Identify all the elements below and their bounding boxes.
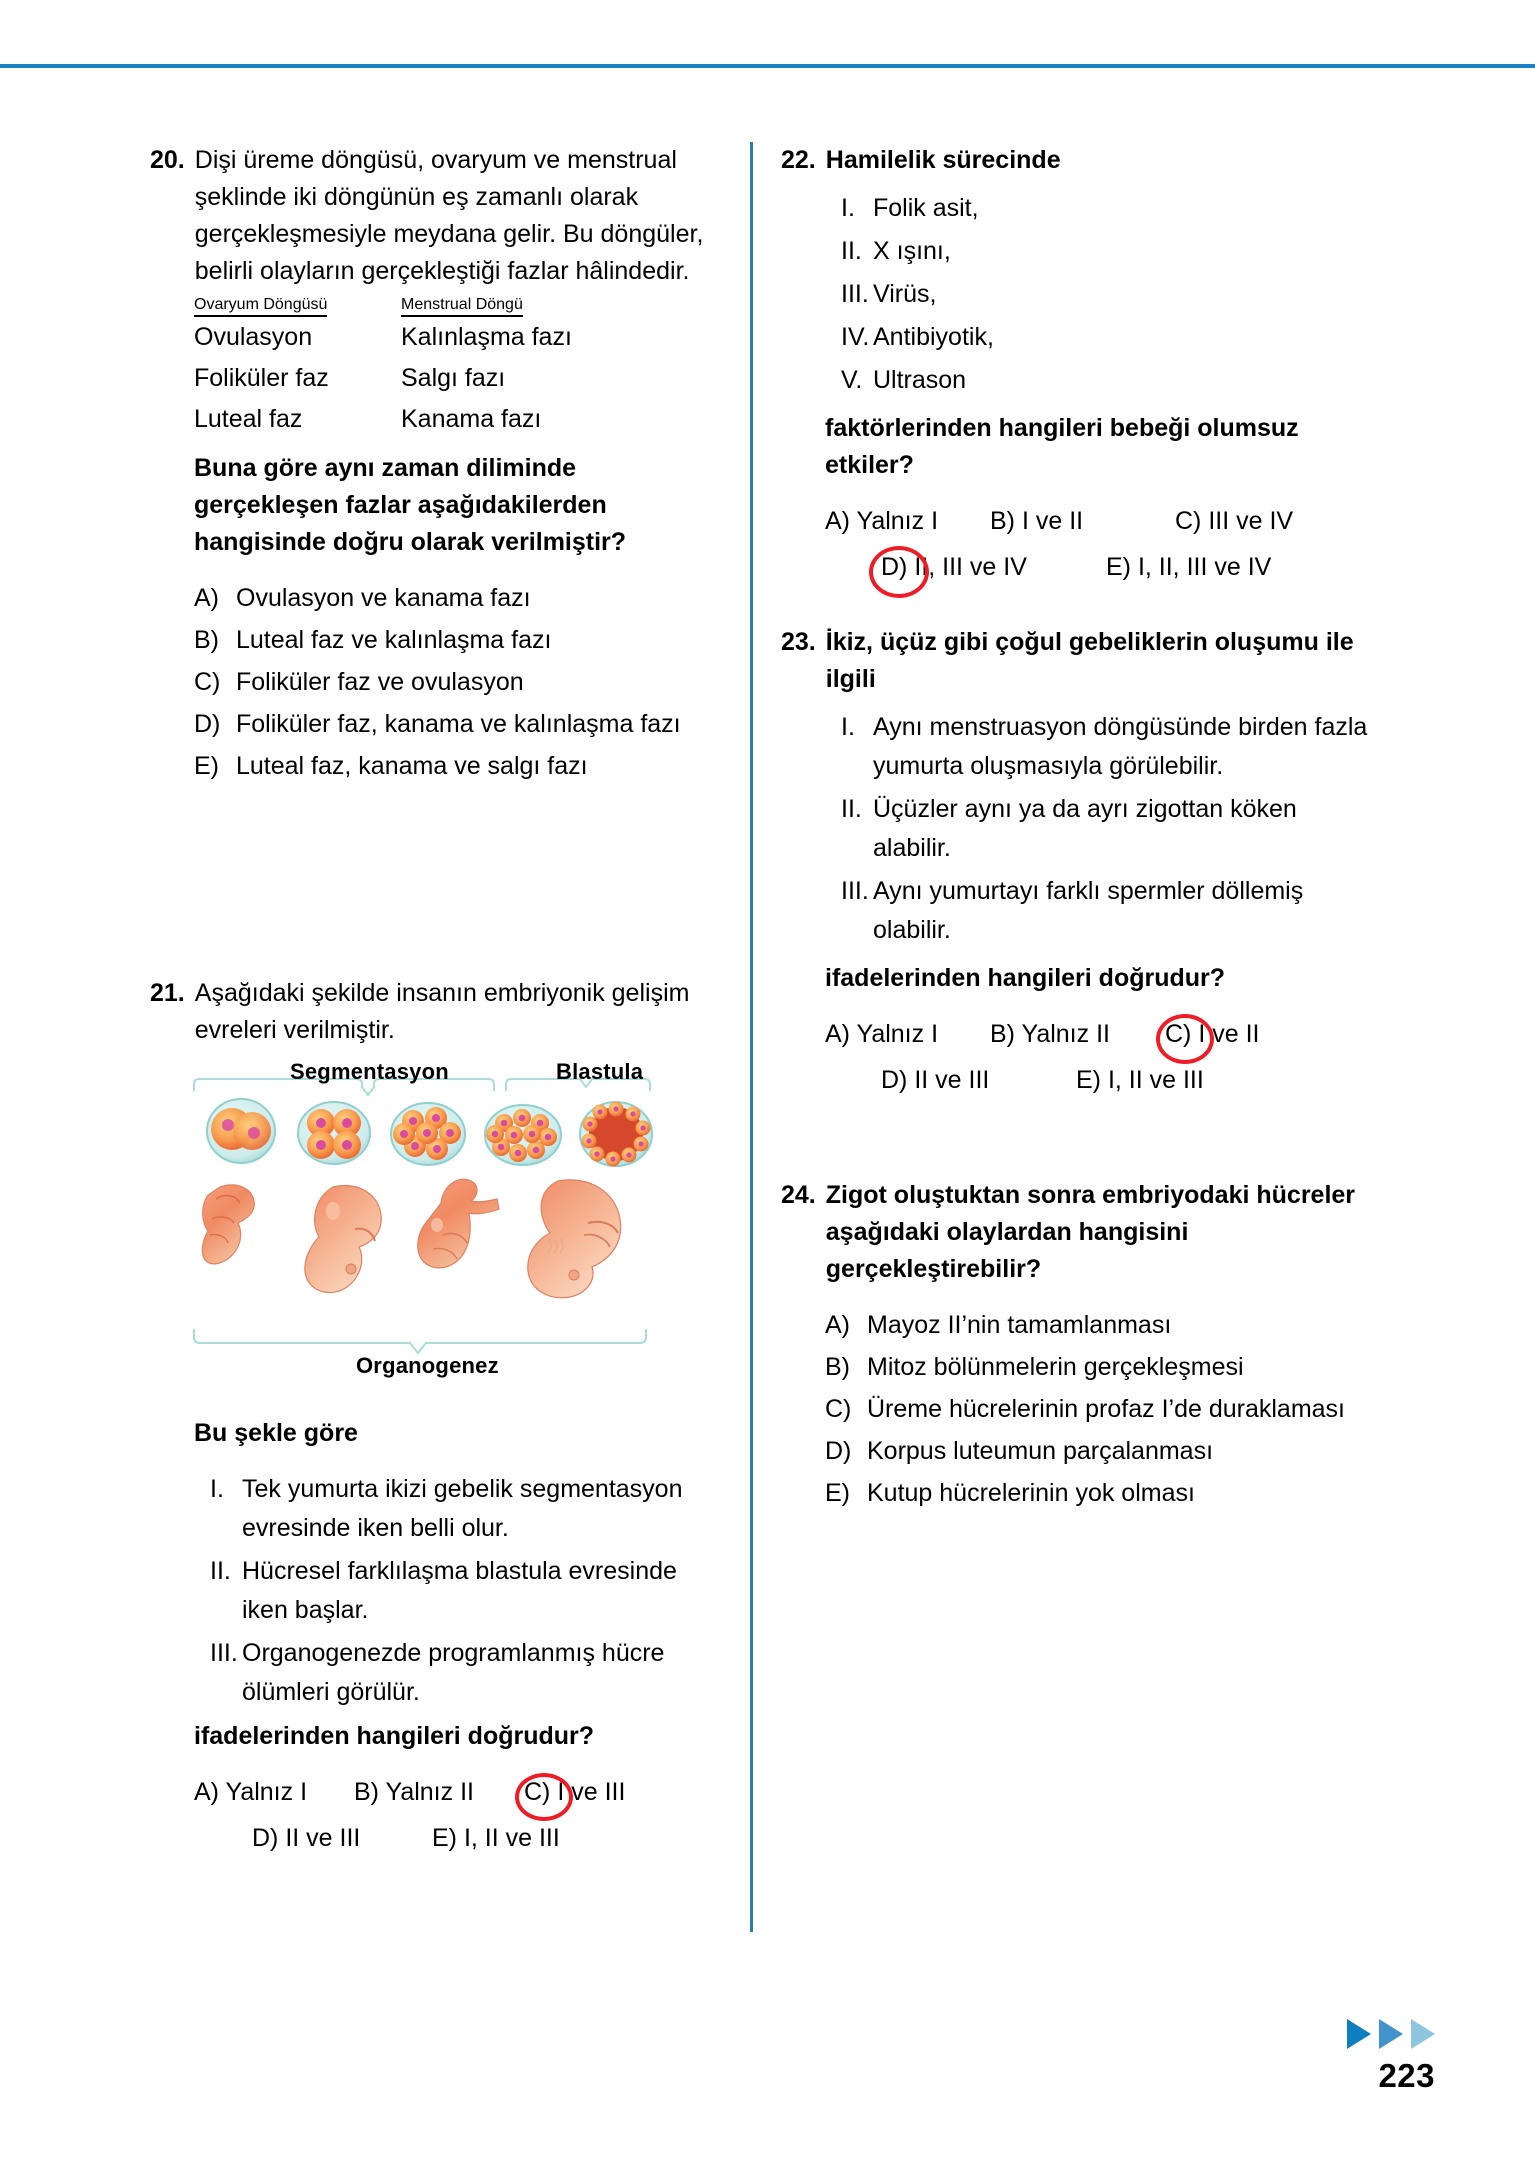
- question-23-prompt: ifadelerinden hangileri doğrudur?: [825, 964, 1226, 992]
- option-row-marked[interactable]: [194, 703, 722, 745]
- header-rule: [0, 64, 1535, 68]
- phase-table-header: [194, 296, 722, 317]
- roman-numeral: I.: [841, 713, 855, 741]
- question-22-body: [781, 189, 1373, 590]
- option-letter: E): [1076, 1066, 1101, 1094]
- roman-item: [825, 361, 1373, 400]
- option-row[interactable]: [825, 1388, 1373, 1430]
- option-e[interactable]: [432, 1815, 560, 1861]
- option-c-marked[interactable]: [1165, 1011, 1259, 1057]
- roman-text: X ışını,: [873, 237, 951, 265]
- option-row[interactable]: [825, 1430, 1373, 1472]
- option-text: Mayoz II’nin tamamlanması: [867, 1311, 1172, 1339]
- option-c[interactable]: [1175, 498, 1293, 544]
- option-letter: D): [881, 1066, 908, 1094]
- question-21-stem: Aşağıdaki şekilde insanın embriyonik gelişim evreleri verilmiştir.: [194, 979, 690, 1044]
- roman-numeral: II.: [841, 795, 862, 823]
- right-column: [753, 142, 1373, 1932]
- roman-text: Tek yumurta ikizi gebelik segmentasyon evresinde iken belli olur.: [242, 1475, 683, 1542]
- roman-item: [825, 275, 1373, 314]
- option-letter: A): [194, 584, 219, 612]
- phase-table-row: [194, 317, 722, 358]
- question-22-head: [781, 142, 1373, 179]
- option-row[interactable]: [825, 1304, 1373, 1346]
- roman-text: Ultrason: [873, 366, 967, 394]
- question-24-stem: Zigot oluştuktan sonra embriyodaki hücreler aşağıdaki olaylardan hangisini gerçekleştirebilir?: [825, 1181, 1356, 1283]
- option-letter: E): [825, 1479, 850, 1507]
- roman-text: Hücresel farklılaşma blastula evresinde iken başlar.: [242, 1557, 677, 1624]
- option-e[interactable]: [1076, 1057, 1204, 1103]
- roman-text: Organogenezde programlanmış hücre ölümleri görülür.: [242, 1639, 665, 1706]
- roman-item: [825, 708, 1373, 786]
- option-letter: D): [825, 1437, 852, 1465]
- roman-text: Antibiyotik,: [873, 323, 994, 351]
- option-text: I, II ve III: [1107, 1066, 1204, 1094]
- figure-label-blastula: Blastula: [556, 1059, 644, 1084]
- option-letter: B): [825, 1353, 850, 1381]
- question-21-roman-list: [194, 1470, 722, 1712]
- option-text: Üreme hücrelerinin profaz I’de duraklaması: [867, 1395, 1345, 1423]
- phase-table-header-cell: [194, 296, 401, 317]
- roman-numeral: II.: [210, 1557, 231, 1585]
- question-21-prompt-intro: Bu şekle göre: [194, 1419, 358, 1447]
- question-23-stem: İkiz, üçüz gibi çoğul gebeliklerin oluşumu ile ilgili: [825, 628, 1354, 693]
- question-21-body: [150, 1415, 722, 1861]
- question-20: [150, 142, 722, 787]
- question-21-head: [150, 975, 722, 1049]
- option-d[interactable]: [881, 1057, 1076, 1103]
- question-23-body: [781, 708, 1373, 1103]
- option-text: II ve III: [285, 1824, 361, 1852]
- option-text: Yalnız II: [385, 1778, 474, 1806]
- question-24-options: [825, 1304, 1373, 1514]
- figure-label-segmentasyon: Segmentasyon: [290, 1059, 449, 1084]
- question-22-options: [825, 498, 1373, 590]
- option-row[interactable]: [194, 619, 722, 661]
- triangle-right-icon: [1411, 2019, 1435, 2049]
- option-b[interactable]: [990, 1011, 1165, 1057]
- option-row: [825, 498, 1373, 544]
- phase-cell: Salgı fazı: [401, 364, 506, 392]
- phase-table-row: [194, 358, 722, 399]
- option-text: Ovulasyon ve kanama fazı: [236, 584, 531, 612]
- roman-numeral: III.: [210, 1639, 238, 1667]
- question-20-number: 20.: [150, 146, 185, 174]
- option-text: I, II, III ve IV: [1137, 553, 1272, 581]
- question-20-stem: Dişi üreme döngüsü, ovaryum ve menstrual şeklinde iki döngünün eş zamanlı olarak gerçekleşmesiyle meydana gelir. Bu döngüler, belirli olayların gerçekleştiği fazlar hâlindedir.: [194, 146, 704, 285]
- page-number: 223: [1378, 2057, 1435, 2094]
- option-letter: B): [194, 626, 219, 654]
- option-text: Luteal faz ve kalınlaşma fazı: [236, 626, 552, 654]
- option-b[interactable]: [990, 498, 1175, 544]
- question-24-head: [781, 1177, 1373, 1288]
- question-22: [781, 142, 1373, 590]
- roman-text: Aynı menstruasyon döngüsünde birden fazla yumurta oluşmasıyla görülebilir.: [873, 713, 1368, 780]
- roman-item: [825, 232, 1373, 271]
- option-a[interactable]: [194, 1769, 354, 1815]
- phase-header-ovaryum: Ovaryum Döngüsü: [194, 296, 327, 317]
- option-letter: C): [825, 1395, 852, 1423]
- option-text: Foliküler faz ve ovulasyon: [236, 668, 524, 696]
- option-letter: C): [524, 1778, 551, 1806]
- option-letter: E): [194, 752, 219, 780]
- roman-text: Üçüzler aynı ya da ayrı zigottan köken alabilir.: [873, 795, 1297, 862]
- option-letter: B): [354, 1778, 379, 1806]
- option-letter: A): [194, 1778, 219, 1806]
- option-text: Yalnız I: [856, 1020, 939, 1048]
- phase-cell: Kanama fazı: [401, 405, 542, 433]
- roman-item: [825, 189, 1373, 228]
- roman-numeral: I.: [841, 194, 855, 222]
- option-letter: B): [990, 1020, 1015, 1048]
- option-row-marked[interactable]: [825, 1346, 1373, 1388]
- roman-item: [194, 1470, 722, 1548]
- phase-table: [194, 296, 722, 440]
- option-letter: B): [990, 507, 1015, 535]
- option-e[interactable]: [1106, 544, 1271, 590]
- roman-numeral: III.: [841, 280, 869, 308]
- question-20-head: [150, 142, 722, 290]
- option-letter: C): [1175, 507, 1202, 535]
- question-23-number: 23.: [781, 628, 816, 656]
- phase-table-row: [194, 399, 722, 440]
- option-row[interactable]: [194, 661, 722, 703]
- question-20-options: [194, 577, 722, 787]
- question-23-options: [825, 1011, 1373, 1103]
- option-letter: E): [1106, 553, 1131, 581]
- question-24-number: 24.: [781, 1181, 816, 1209]
- roman-text: Folik asit,: [873, 194, 979, 222]
- option-row[interactable]: [194, 745, 722, 787]
- page-footer: [1347, 2019, 1435, 2095]
- option-text: II ve III: [914, 1066, 990, 1094]
- question-24: [781, 1177, 1373, 1514]
- option-letter: A): [825, 1311, 850, 1339]
- roman-numeral: IV.: [841, 323, 870, 351]
- option-letter: D): [194, 710, 221, 738]
- option-text: Foliküler faz, kanama ve kalınlaşma fazı: [236, 710, 681, 738]
- option-text: III ve IV: [1208, 507, 1294, 535]
- figure-label-organogenez: Organogenez: [356, 1353, 499, 1378]
- question-23-roman-list: [825, 708, 1373, 950]
- option-a[interactable]: [825, 498, 990, 544]
- option-c-marked[interactable]: [524, 1769, 625, 1815]
- option-text: Yalnız I: [225, 1778, 308, 1806]
- option-letter: C): [194, 668, 221, 696]
- roman-item: [825, 318, 1373, 357]
- phase-cell: Foliküler faz: [194, 364, 329, 392]
- option-row: [194, 1815, 722, 1861]
- question-20-body: [150, 296, 722, 787]
- left-column: [150, 142, 750, 1932]
- roman-text: Virüs,: [873, 280, 937, 308]
- roman-numeral: I.: [210, 1475, 224, 1503]
- question-21-options: [194, 1769, 722, 1861]
- option-text: I, II ve III: [463, 1824, 560, 1852]
- option-text: II, III ve IV: [914, 553, 1027, 581]
- phase-header-menstrual: Menstrual Döngü: [401, 296, 523, 317]
- option-text: Kutup hücrelerinin yok olması: [867, 1479, 1195, 1507]
- phase-cell: Luteal faz: [194, 405, 303, 433]
- embryo-figure-svg: [188, 1061, 658, 1371]
- question-21-prompt: ifadelerinden hangileri doğrudur?: [194, 1722, 595, 1750]
- roman-item: [194, 1552, 722, 1630]
- phase-table-header-cell: [401, 296, 608, 317]
- option-b[interactable]: [354, 1769, 524, 1815]
- triangle-right-icon: [1379, 2019, 1403, 2049]
- question-22-stem: Hamilelik sürecinde: [825, 146, 1061, 174]
- option-row[interactable]: [194, 577, 722, 619]
- question-23: [781, 624, 1373, 1103]
- option-letter: D): [252, 1824, 279, 1852]
- roman-numeral: II.: [841, 237, 862, 265]
- footer-arrows: [1347, 2019, 1435, 2049]
- option-row: [825, 1057, 1373, 1103]
- two-column-body: [150, 142, 1400, 1932]
- question-22-prompt: faktörlerinden hangileri bebeği olumsuz etkiler?: [825, 414, 1299, 479]
- phase-cell: Kalınlaşma fazı: [401, 323, 572, 351]
- option-letter: E): [432, 1824, 457, 1852]
- question-21: [150, 975, 722, 1861]
- option-text: I ve II: [1021, 507, 1084, 535]
- roman-text: Aynı yumurtayı farklı spermler döllemiş olabilir.: [873, 877, 1304, 944]
- option-row: [194, 1769, 722, 1815]
- roman-item: [825, 790, 1373, 868]
- question-22-roman-list: [825, 189, 1373, 400]
- phase-cell: Ovulasyon: [194, 323, 313, 351]
- option-text: Korpus luteumun parçalanması: [867, 1437, 1214, 1465]
- option-row: [825, 544, 1373, 590]
- option-row[interactable]: [825, 1472, 1373, 1514]
- embryo-development-figure: [188, 1059, 658, 1378]
- question-23-head: [781, 624, 1373, 698]
- option-text: I ve II: [1198, 1020, 1260, 1048]
- option-letter: C): [1165, 1020, 1192, 1048]
- option-text: Yalnız II: [1021, 1020, 1110, 1048]
- roman-item: [194, 1634, 722, 1712]
- option-text: Luteal faz, kanama ve salgı fazı: [236, 752, 588, 780]
- option-letter: D): [881, 553, 908, 581]
- question-21-number: 21.: [150, 979, 185, 1007]
- option-text: Mitoz bölünmelerin gerçekleşmesi: [867, 1353, 1244, 1381]
- option-letter: A): [825, 1020, 850, 1048]
- roman-item: [825, 872, 1373, 950]
- option-a[interactable]: [825, 1011, 990, 1057]
- question-22-number: 22.: [781, 146, 816, 174]
- option-text: Yalnız I: [856, 507, 939, 535]
- roman-numeral: V.: [841, 366, 863, 394]
- option-d[interactable]: [252, 1815, 432, 1861]
- option-letter: A): [825, 507, 850, 535]
- question-20-prompt: Buna göre aynı zaman diliminde gerçekleşen fazlar aşağıdakilerden hangisinde doğru olarak verilmiştir?: [194, 454, 627, 556]
- option-row: [825, 1011, 1373, 1057]
- triangle-right-icon: [1347, 2019, 1371, 2049]
- roman-numeral: III.: [841, 877, 869, 905]
- option-text: I ve III: [557, 1778, 626, 1806]
- question-24-body: [781, 1304, 1373, 1514]
- option-d-marked[interactable]: [881, 544, 1106, 590]
